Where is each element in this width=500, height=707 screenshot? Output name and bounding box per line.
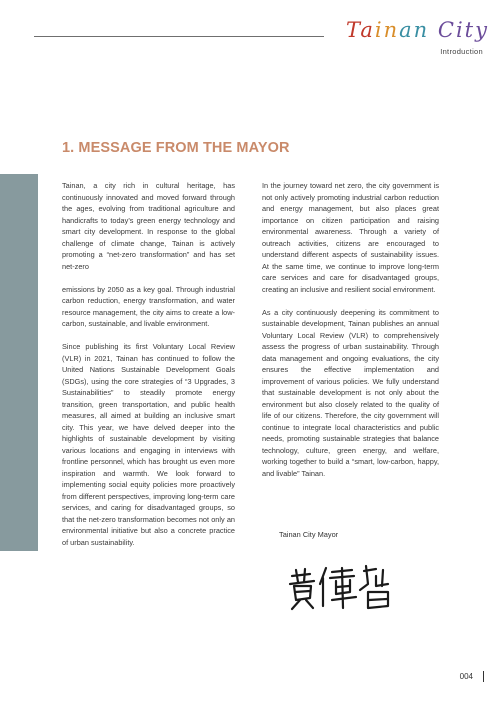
right-column: [262, 180, 439, 491]
right-paragraph-2: As a city continuously deepening its commitment to sustainable development, Tainan publishes an annual Voluntary Local Review (VLR) to comprehensively assess the progress of urban sustainability. Through data management and ongoing evaluations, the city ensures the effective implementation and improvement of various policies. We fully understand that sustainable development is not only about the environment but also closely related to the quality of life of our citizens. Therefore, the city government will continue to integrate local characteristics and public needs, promoting sustainable strategies that balance technology, culture, green energy, and welfare, working together to build a “smart, low-carbon, happy, and livable” Tainan.: [262, 307, 439, 478]
section-label: Introduction: [440, 47, 483, 56]
side-color-band: [0, 174, 38, 551]
left-paragraph-2: emissions by 2050 as a key goal. Through industrial carbon reduction, energy transformation, and water resource management, the city aims to create a low-carbon, sustainable, and livable environment.: [62, 284, 235, 328]
left-column: [62, 180, 235, 560]
page-number-divider: [483, 671, 484, 682]
mayor-title: Tainan City Mayor: [279, 530, 339, 539]
tainan-city-logo: Tainan City: [346, 18, 489, 42]
right-paragraph-1: In the journey toward net zero, the city government is not only actively promoting industrial carbon reduction and energy management, but also places great importance on citizen participation and raising environmental awareness. Through a variety of outreach activities, citizens are encouraged to understand different aspects of sustainability issues. At the same time, we continue to improve long-term care services and care for disadvantaged groups, creating an inclusive and resilient social environment.: [262, 181, 439, 294]
page-title: 1. MESSAGE FROM THE MAYOR: [62, 140, 290, 156]
left-paragraph-1: Tainan, a city rich in cultural heritage, has continuously innovated and moved forward through the ages, evolving from traditional agriculture and handicrafts to today’s green energy technology and smart city development. In response to the global challenge of climate change, Tainan is actively promoting a “net-zero transformation” and has set net-zero: [62, 181, 235, 271]
header-rule: [34, 36, 324, 37]
page-number: 004: [459, 672, 473, 681]
mayor-signature: [280, 562, 400, 612]
left-paragraph-3: Since publishing its first Voluntary Local Review (VLR) in 2021, Tainan has continued to follow the United Nations Sustainable Development Goals (SDGs), using the core strategies of “3 Upgrades, 3 Sustainabilities” to steadily promote energy transition, green transportation, and public health measures, all aimed at building an inclusive smart city. This year, we have delved deeper into the highlights of sustainable development by visiting various locations and engaging in interviews with frontline personnel, which has brought us even more inspiration and warmth. We look forward to implementing social equity policies more proactively from different perspectives, improving long-term care services, and caring for disadvantaged groups, so that the net-zero transformation becomes not only an environmental initiative but also a concrete practice of urban sustainability.: [62, 342, 235, 547]
